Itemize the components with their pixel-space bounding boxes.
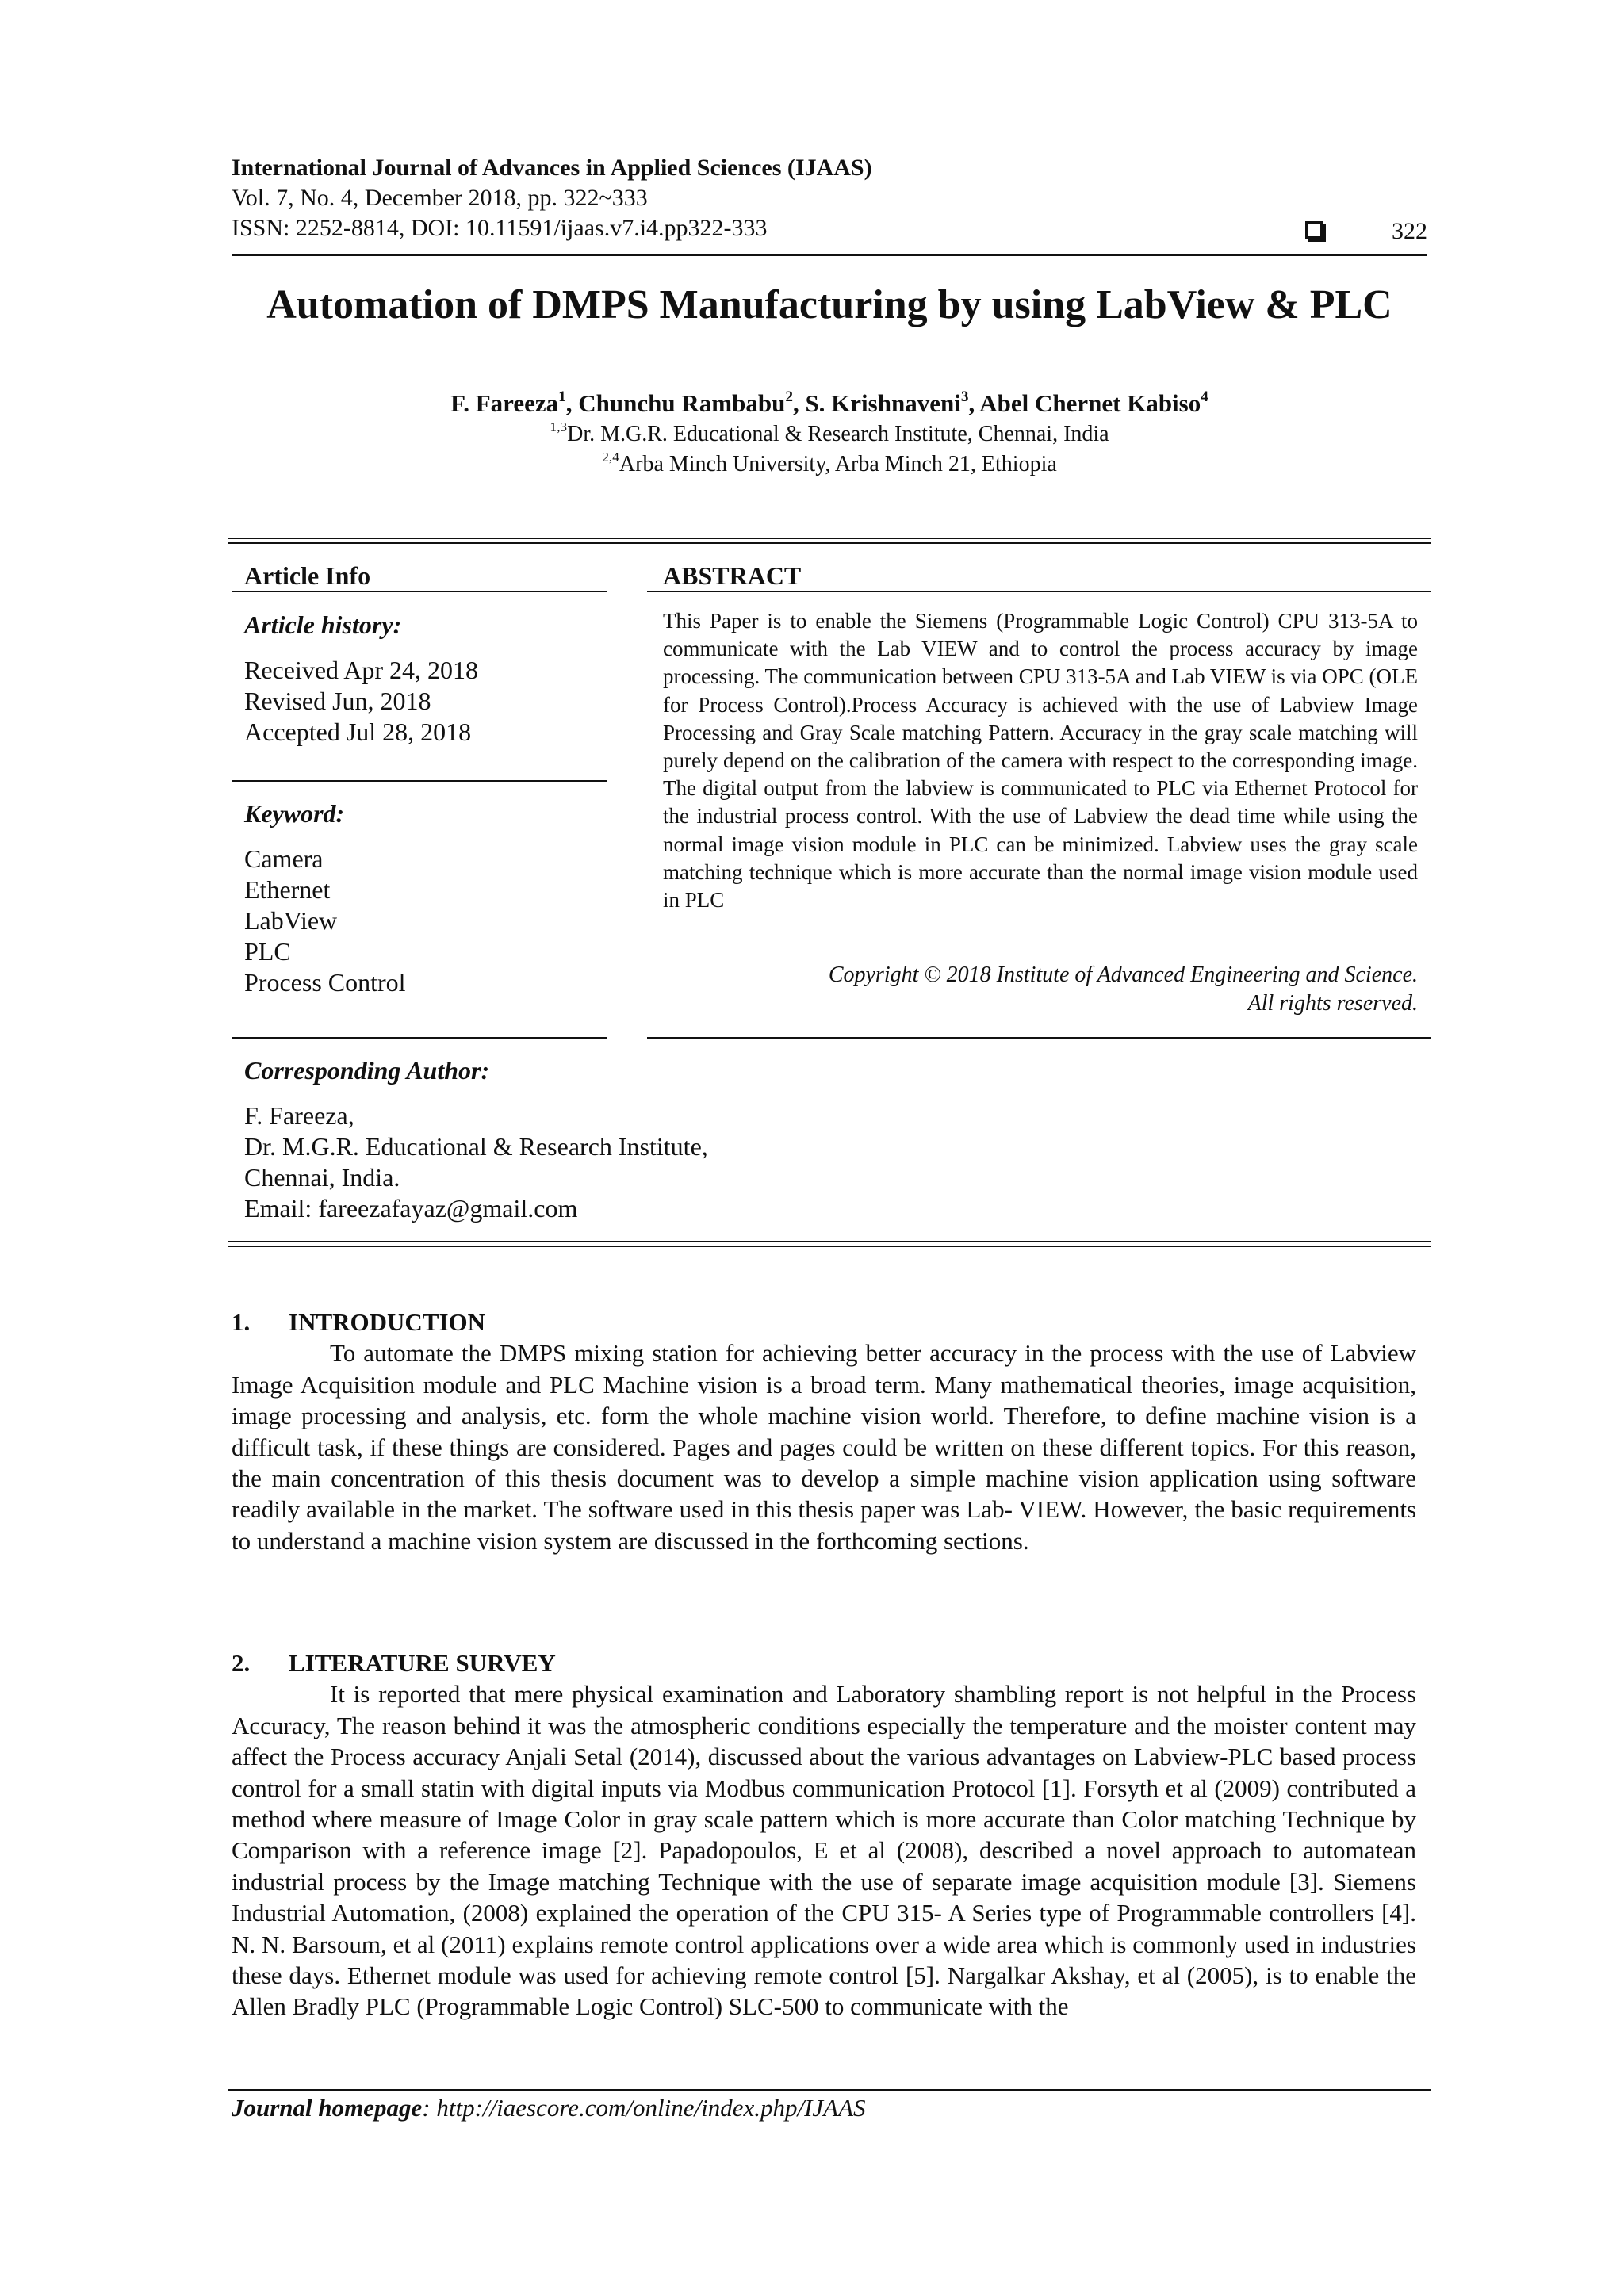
corresponding-line: F. Fareeza,: [244, 1101, 354, 1130]
page-number: 322: [1392, 218, 1427, 244]
journal-footer: [232, 2091, 866, 2125]
author-sup: 4: [1201, 388, 1208, 405]
author-sep: ,: [968, 389, 980, 417]
author-sep: ,: [792, 389, 806, 417]
keyword-item: LabView: [244, 906, 338, 935]
keyword-item: Camera: [244, 844, 324, 873]
author-name: F. Fareeza: [450, 389, 559, 417]
author-name: Chunchu Rambabu: [578, 389, 786, 417]
copyright-line: All rights reserved.: [1247, 991, 1418, 1016]
footer-rule: [228, 2089, 1431, 2091]
affiliation-sup: 2,4: [602, 449, 619, 465]
article-info-rule: [232, 591, 607, 592]
abstract-heading: ABSTRACT: [663, 561, 802, 590]
affiliation-sup: 1,3: [550, 419, 568, 434]
affiliation-text: Arba Minch University, Arba Minch 21, Ethiopia: [619, 452, 1057, 476]
abstract-text: This Paper is to enable the Siemens (Programmable Logic Control) CPU 313-5A to communicate with the Lab VIEW and to control the process accuracy by image processing. The communication between CPU 313-5A and Lab VIEW is via OPC (OLE for Process Control).Process Accuracy is achieved with the use of Labview Image Processing and Gray Scale matching Pattern. Accuracy in the gray scale matching will purely depend on the calibration of the camera with respect to the corresponding image. The digital output from the labview is communicated to PLC via Ethernet Protocol for the industrial process control. With the use of Labview the dead time while using the normal image vision module in PLC can be minimized. Labview uses the gray scale matching technique which is more accurate than the normal image vision module used in PLC: [663, 609, 1418, 913]
history-heading: Article history:: [244, 610, 402, 639]
corresponding-details: [244, 1100, 708, 1224]
history-list: [244, 655, 478, 748]
history-item: Accepted Jul 28, 2018: [244, 718, 472, 746]
author-sup: 1: [558, 388, 566, 405]
journal-homepage-link[interactable]: http://iaescore.com/online/index.php/IJAAS: [436, 2094, 866, 2122]
affiliation: [232, 420, 1427, 449]
section-paragraph: To automate the DMPS mixing station for achieving better accuracy in the process with the use of Labview Image Acquisition module and PLC Machine vision is a broad term. Many mathematical theories, image acquisition, image processing and analysis, etc. form the whole machine vision world. Therefore, to define machine vision is a difficult task, if these things are considered. Pages and pages could be written on these different topics. For this reason, the main concentration of this thesis document was to develop a simple machine vision application using software readily available in the market. The software used in this thesis paper was Lab- VIEW. However, the basic requirements to understand a machine vision system are discussed in the forthcoming sections.: [232, 1339, 1416, 1555]
abstract-bottom-rule: [647, 1037, 1431, 1039]
section-title: INTRODUCTION: [289, 1308, 486, 1336]
box-bottom-rule: [228, 1241, 1431, 1242]
footer-label: Journal homepage: [232, 2094, 423, 2122]
author-sup: 2: [785, 388, 793, 405]
section-literature-survey: [232, 1647, 1416, 2022]
corresponding-line: Chennai, India.: [244, 1163, 400, 1192]
affiliation: [232, 450, 1427, 479]
journal-header: [232, 153, 1427, 243]
section-number: 1.: [232, 1308, 251, 1336]
author-sup: 3: [960, 388, 969, 405]
section-heading: [232, 1647, 1416, 1678]
keyword-rule: [232, 780, 607, 782]
keyword-list: [244, 844, 406, 998]
header-divider: [232, 254, 1427, 256]
author-name: Abel Chernet Kabiso: [979, 389, 1201, 417]
author-name: S. Krishnaveni: [805, 389, 961, 417]
keyword-item: PLC: [244, 937, 291, 966]
journal-issn: ISSN: 2252-8814, DOI: 10.11591/ijaas.v7.i4.pp322-333: [232, 215, 768, 241]
article-info-heading: Article Info: [244, 561, 371, 590]
copyright-line: Copyright © 2018 Institute of Advanced Engineering and Science.: [828, 962, 1418, 987]
copyright-notice: [663, 961, 1418, 1018]
footer-sep: :: [422, 2094, 437, 2122]
box-top-rule: [228, 542, 1431, 544]
keyword-item: Ethernet: [244, 875, 331, 904]
section-heading: [232, 1307, 1416, 1337]
checkbox-icon: [1305, 221, 1323, 239]
abstract-rule: [647, 591, 1431, 592]
keyword-item: Process Control: [244, 968, 406, 997]
author-list: [232, 388, 1427, 419]
paper-title: Automation of DMPS Manufacturing by using LabView & PLC: [266, 282, 1392, 327]
keyword-heading: Keyword:: [244, 799, 345, 828]
history-item: Received Apr 24, 2018: [244, 656, 479, 684]
affiliation-text: Dr. M.G.R. Educational & Research Institute, Chennai, India: [567, 422, 1109, 446]
corresponding-rule: [232, 1037, 607, 1039]
section-number: 2.: [232, 1649, 251, 1677]
history-item: Revised Jun, 2018: [244, 687, 431, 715]
corresponding-heading: Corresponding Author:: [244, 1056, 490, 1085]
journal-volume: Vol. 7, No. 4, December 2018, pp. 322~333: [232, 185, 648, 211]
box-top-rule: [228, 538, 1431, 539]
corresponding-line: Dr. M.G.R. Educational & Research Institute,: [244, 1132, 708, 1161]
section-title: LITERATURE SURVEY: [289, 1649, 556, 1677]
corresponding-email: Email: fareezafayaz@gmail.com: [244, 1194, 578, 1223]
section-introduction: [232, 1307, 1416, 1556]
journal-name: International Journal of Advances in Applied Sciences (IJAAS): [232, 155, 872, 181]
box-bottom-rule: [228, 1246, 1431, 1247]
section-paragraph: It is reported that mere physical examination and Laboratory shambling report is not helpful in the Process Accuracy, The reason behind it was the atmospheric conditions especially the temperature and the moister content may affect the Process accuracy Anjali Setal (2014), discussed about the various advantages on Labview-PLC based process control for a small statin with digital inputs via Modbus communication Protocol [1]. Forsyth et al (2009) contributed a method where measure of Image Color in gray scale pattern which is more accurate than Color matching Technique by Comparison with a reference image [2]. Papadopoulos, E et al (2008), described a novel approach to automatean industrial process by the Image matching Technique with the use of separate image acquisition module [3]. Siemens Industrial Automation, (2008) explained the operation of the CPU 315- A Series type of Programmable controllers [4]. N. N. Barsoum, et al (2011) explains remote control applications over a wide area which is commonly used in industries these days. Ethernet module was used for achieving remote control [5]. Nargalkar Akshay, et al (2005), is to enable the Allen Bradly PLC (Programmable Logic Control) SLC-500 to communicate with the: [232, 1680, 1416, 2021]
author-sep: ,: [565, 389, 579, 417]
